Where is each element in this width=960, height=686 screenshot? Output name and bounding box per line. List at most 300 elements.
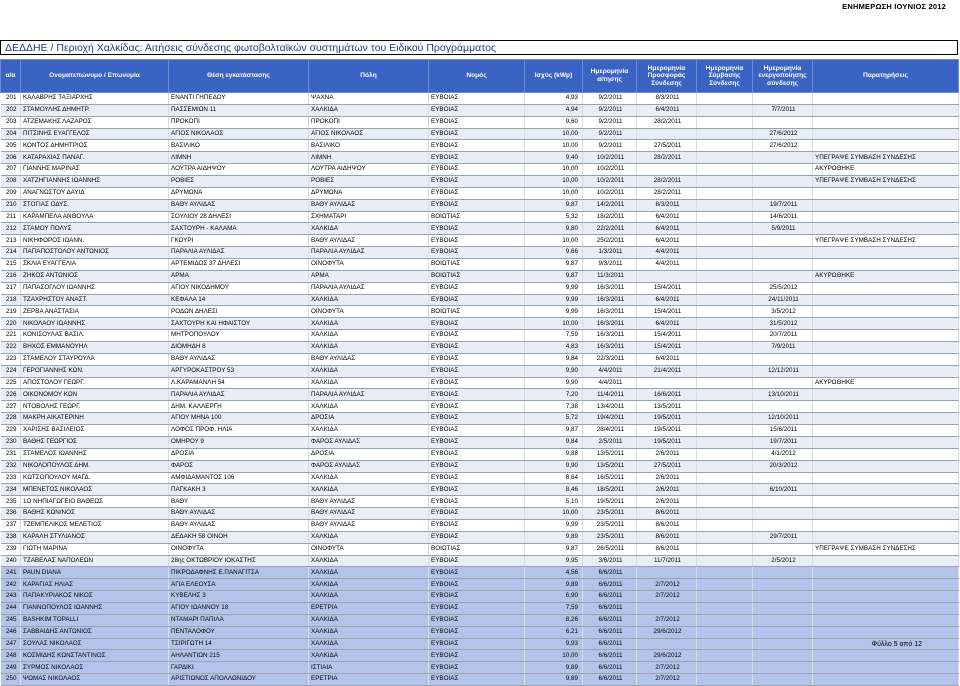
cell-applicant-name: ΨΩΜΑΣ ΝΙΚΟΛΑΟΣ: [21, 674, 169, 686]
cell-city: ΑΓΙΟΣ ΝΙΚΟΛΑΟΣ: [309, 128, 429, 140]
cell-activation-date: [753, 472, 813, 484]
cell-power-kwp: 9,80: [525, 223, 583, 235]
cell-prefecture: ΕΥΒΟΙΑΣ: [429, 282, 525, 294]
cell-applicant-name: ΠΑΠΑΚΥΡΙΑΚΟΣ ΝΙΚΟΣ: [21, 591, 169, 603]
cell-power-kwp: 10,00: [525, 164, 583, 176]
cell-row-number: 236: [1, 508, 21, 520]
cell-activation-date: 5/9/2011: [753, 223, 813, 235]
cell-city: ΠΑΡΑΛΙΑ ΑΥΛΙΔΑΣ: [309, 282, 429, 294]
cell-applicant-name: ΣΤΟΓΙΑΣ ΟΔΥΣ.: [21, 199, 169, 211]
cell-install-location: ΑΗΛΑΝΤΙΩΝ 215: [169, 650, 309, 662]
cell-prefecture: ΒΟΙΩΤΙΑΣ: [429, 306, 525, 318]
cell-activation-date: [753, 116, 813, 128]
cell-install-location: ΔΕΔΑΚΗ 58 ΟΙΝΟΗ: [169, 531, 309, 543]
cell-applicant-name: ΓΙΑΝΝΟΠΟΥΛΟΣ ΙΩΑΝΝΗΣ: [21, 602, 169, 614]
cell-application-date: 6/6/2011: [583, 567, 637, 579]
cell-remarks: ΥΠΕΓΡΑΨΕ ΣΥΜΒΑΣΗ ΣΥΝΔΕΣΗΣ: [813, 176, 959, 188]
cell-offer-date: 8/6/2011: [637, 543, 697, 555]
cell-install-location: ΑΓΙΟΥ ΝΙΚΟΔΗΜΟΥ: [169, 282, 309, 294]
cell-offer-date: 2/6/2011: [637, 472, 697, 484]
cell-application-date: 10/2/2011: [583, 187, 637, 199]
cell-prefecture: ΕΥΒΟΙΑΣ: [429, 508, 525, 520]
cell-application-date: 18/5/2011: [583, 484, 637, 496]
cell-application-date: 10/2/2011: [583, 152, 637, 164]
cell-install-location: ΛΙΜΝΗ: [169, 152, 309, 164]
cell-power-kwp: 10,00: [525, 318, 583, 330]
cell-install-location: ΡΟΔΩΝ ΔΗΛΕΣΙ: [169, 306, 309, 318]
cell-application-date: 10/2/2011: [583, 164, 637, 176]
cell-prefecture: ΕΥΒΟΙΑΣ: [429, 389, 525, 401]
cell-activation-date: [753, 164, 813, 176]
cell-city: ΒΑΘΥ ΑΥΛΙΔΑΣ: [309, 353, 429, 365]
cell-contract-date: [697, 567, 753, 579]
cell-city: ΙΣΤΙΑΙΑ: [309, 662, 429, 674]
cell-application-date: 9/2/2011: [583, 128, 637, 140]
cell-prefecture: ΕΥΒΟΙΑΣ: [429, 602, 525, 614]
cell-remarks: [813, 508, 959, 520]
cell-activation-date: [753, 626, 813, 638]
cell-offer-date: 19/5/2011: [637, 413, 697, 425]
cell-activation-date: 29/7/2011: [753, 531, 813, 543]
cell-city: ΠΑΡΑΛΙΑ ΑΥΛΙΔΑΣ: [309, 389, 429, 401]
cell-offer-date: 6/4/2011: [637, 211, 697, 223]
cell-applicant-name: ΣΤΑΜΟΥ ΠΟΛΥΣ: [21, 223, 169, 235]
cell-contract-date: [697, 662, 753, 674]
cell-prefecture: ΕΥΒΟΙΑΣ: [429, 662, 525, 674]
cell-offer-date: 16/6/2011: [637, 389, 697, 401]
cell-contract-date: [697, 176, 753, 188]
cell-city: ΕΡΕΤΡΙΑ: [309, 602, 429, 614]
cell-power-kwp: 4,93: [525, 93, 583, 105]
cell-power-kwp: 7,59: [525, 330, 583, 342]
cell-power-kwp: 6,21: [525, 626, 583, 638]
cell-power-kwp: 9,99: [525, 519, 583, 531]
table-row: [1, 377, 959, 389]
cell-activation-date: 24/11/2011: [753, 294, 813, 306]
table-row: [1, 211, 959, 223]
cell-power-kwp: 9,93: [525, 638, 583, 650]
table-row: [1, 176, 959, 188]
table-row: [1, 460, 959, 472]
cell-power-kwp: 9,90: [525, 377, 583, 389]
cell-applicant-name: ΓΙΑΝΝΗΣ ΜΑΡΙΝΑΣ: [21, 164, 169, 176]
cell-power-kwp: 10,00: [525, 176, 583, 188]
cell-city: ΒΑΘΥ ΑΥΛΙΔΑΣ: [309, 519, 429, 531]
cell-power-kwp: 8,26: [525, 614, 583, 626]
cell-activation-date: [753, 353, 813, 365]
cell-install-location: ΔΗΜ. ΚΑΛΛΕΡΓΗ: [169, 401, 309, 413]
cell-install-location: ΑΡΓΥΡΟΚΑΣΤΡΟΥ 53: [169, 365, 309, 377]
cell-power-kwp: 7,20: [525, 389, 583, 401]
cell-prefecture: ΕΥΒΟΙΑΣ: [429, 413, 525, 425]
cell-contract-date: [697, 235, 753, 247]
cell-prefecture: ΕΥΒΟΙΑΣ: [429, 93, 525, 105]
cell-power-kwp: 9,60: [525, 116, 583, 128]
cell-install-location: ΒΑΘΥ ΑΥΛΙΔΑΣ: [169, 519, 309, 531]
cell-activation-date: 20/3/2012: [753, 460, 813, 472]
cell-city: ΧΑΛΚΙΔΑ: [309, 650, 429, 662]
cell-remarks: [813, 247, 959, 259]
table-body: [1, 93, 959, 686]
cell-contract-date: [697, 425, 753, 437]
cell-contract-date: [697, 389, 753, 401]
cell-prefecture: ΕΥΒΟΙΑΣ: [429, 579, 525, 591]
cell-applicant-name: ΜΑΚΡΗ ΑΙΚΑΤΕΡΙΝΗ: [21, 413, 169, 425]
cell-contract-date: [697, 674, 753, 686]
cell-application-date: 16/3/2011: [583, 306, 637, 318]
cell-applicant-name: ΠΑΠΑΠΟΣΤΟΛΟΥ ΑΝΤΩΝΙΟΣ: [21, 247, 169, 259]
cell-applicant-name: ΒΗΧΟΣ ΕΜΜΑΝΟΥΗΛ: [21, 342, 169, 354]
cell-activation-date: [753, 650, 813, 662]
cell-prefecture: ΕΥΒΟΙΑΣ: [429, 626, 525, 638]
col-header-offer-date: Ημερομηνία Προσφοράς Σύνδεσης: [637, 60, 697, 93]
cell-contract-date: [697, 436, 753, 448]
cell-contract-date: [697, 626, 753, 638]
document-title-bar: [0, 40, 958, 55]
table-row: [1, 282, 959, 294]
cell-applicant-name: ΓΙΩΤΗ ΜΑΡΙΝΑ: [21, 543, 169, 555]
table-row: [1, 614, 959, 626]
col-header-power: Ισχύς (kWp): [525, 60, 583, 93]
cell-install-location: ΔΙΟΜΗΔΗ 8: [169, 342, 309, 354]
col-header-name: Ονοματεπώνυμο / Επωνυμία: [21, 60, 169, 93]
table-row: [1, 519, 959, 531]
cell-install-location: ΛΟΥΤΡΑ ΑΙΔΗΨΟΥ: [169, 164, 309, 176]
cell-city: ΛΟΥΤΡΑ ΑΙΔΗΨΟΥ: [309, 164, 429, 176]
cell-power-kwp: 10,00: [525, 140, 583, 152]
cell-install-location: ΑΓΙΑ ΕΛΕΟΥΣΑ: [169, 579, 309, 591]
cell-offer-date: 2/6/2011: [637, 448, 697, 460]
cell-contract-date: [697, 104, 753, 116]
cell-activation-date: 12/12/2011: [753, 365, 813, 377]
cell-applicant-name: ΜΠΕΝΕΤΟΣ ΝΙΚΟΛΑΟΣ: [21, 484, 169, 496]
cell-city: ΒΑΘΥ ΑΥΛΙΔΑΣ: [309, 496, 429, 508]
cell-remarks: [813, 519, 959, 531]
cell-contract-date: [697, 187, 753, 199]
cell-city: ΒΑΘΥ ΑΥΛΙΔΑΣ: [309, 235, 429, 247]
cell-remarks: [813, 93, 959, 105]
cell-activation-date: [753, 259, 813, 271]
cell-activation-date: [753, 508, 813, 520]
cell-row-number: 221: [1, 330, 21, 342]
col-header-contract-date: Ημερομηνία Σύμβασης Σύνδεσης: [697, 60, 753, 93]
cell-application-date: 11/4/2011: [583, 389, 637, 401]
cell-contract-date: [697, 270, 753, 282]
cell-city: ΧΑΛΚΙΔΑ: [309, 318, 429, 330]
cell-row-number: 248: [1, 650, 21, 662]
cell-power-kwp: 9,87: [525, 425, 583, 437]
table-header-row: [1, 60, 959, 93]
cell-power-kwp: 10,00: [525, 508, 583, 520]
cell-contract-date: [697, 614, 753, 626]
cell-install-location: ΑΓΙΟΥ ΙΩΑΝΝΟΥ 18: [169, 602, 309, 614]
cell-offer-date: [637, 270, 697, 282]
table-row: [1, 330, 959, 342]
cell-row-number: 232: [1, 460, 21, 472]
cell-activation-date: [753, 93, 813, 105]
table-row: [1, 104, 959, 116]
table-row: [1, 199, 959, 211]
cell-application-date: 9/2/2011: [583, 140, 637, 152]
table-row: [1, 602, 959, 614]
cell-application-date: 16/3/2011: [583, 330, 637, 342]
cell-applicant-name: BASHKIM TOPALLI: [21, 614, 169, 626]
cell-city: ΧΑΛΚΙΔΑ: [309, 638, 429, 650]
cell-remarks: [813, 259, 959, 271]
cell-remarks: [813, 662, 959, 674]
cell-row-number: 249: [1, 662, 21, 674]
cell-remarks: [813, 389, 959, 401]
cell-install-location: ΠΑΓΚΑΚΗ 3: [169, 484, 309, 496]
cell-row-number: 244: [1, 602, 21, 614]
cell-remarks: [813, 294, 959, 306]
cell-contract-date: [697, 128, 753, 140]
table-row: [1, 650, 959, 662]
cell-row-number: 223: [1, 353, 21, 365]
cell-remarks: ΥΠΕΓΡΑΨΕ ΣΥΜΒΑΣΗ ΣΥΝΔΕΣΗΣ: [813, 543, 959, 555]
cell-applicant-name: ΑΝΑΓΝΩΣΤΟΥ ΔΑΥΙΔ: [21, 187, 169, 199]
cell-application-date: 16/3/2011: [583, 342, 637, 354]
cell-contract-date: [697, 223, 753, 235]
cell-activation-date: [753, 176, 813, 188]
cell-install-location: ΓΑΡΔΙΚΙ: [169, 662, 309, 674]
cell-applicant-name: ΤΖΑΧΡΗΣΤΟΥ ΑΝΑΣΤ.: [21, 294, 169, 306]
cell-power-kwp: 10,00: [525, 128, 583, 140]
cell-remarks: [813, 472, 959, 484]
cell-row-number: 203: [1, 116, 21, 128]
cell-applicant-name: ΑΤΖΕΜΑΚΗΣ ΛΑΖΑΡΟΣ: [21, 116, 169, 128]
cell-contract-date: [697, 330, 753, 342]
cell-offer-date: 2/6/2011: [637, 496, 697, 508]
cell-applicant-name: ΚΑΤΑΡΑΧΙΑΣ ΠΑΝΑΓ.: [21, 152, 169, 164]
cell-prefecture: ΕΥΒΟΙΑΣ: [429, 342, 525, 354]
cell-remarks: [813, 674, 959, 686]
cell-applicant-name: ΣΟΥΛΑΣ ΝΙΚΟΛΑΟΣ: [21, 638, 169, 650]
cell-power-kwp: 9,87: [525, 270, 583, 282]
cell-offer-date: 28/2/2011: [637, 187, 697, 199]
cell-row-number: 240: [1, 555, 21, 567]
table-row: [1, 508, 959, 520]
cell-remarks: [813, 128, 959, 140]
cell-contract-date: [697, 377, 753, 389]
cell-application-date: 6/6/2011: [583, 638, 637, 650]
cell-city: ΧΑΛΚΙΔΑ: [309, 223, 429, 235]
cell-prefecture: ΕΥΒΟΙΑΣ: [429, 140, 525, 152]
cell-activation-date: [753, 270, 813, 282]
cell-row-number: 206: [1, 152, 21, 164]
cell-prefecture: ΕΥΒΟΙΑΣ: [429, 116, 525, 128]
cell-power-kwp: 9,90: [525, 460, 583, 472]
cell-applicant-name: ΝΙΚΟΛΑΟΥ ΙΩΑΝΝΗΣ: [21, 318, 169, 330]
cell-prefecture: ΕΥΒΟΙΑΣ: [429, 401, 525, 413]
cell-contract-date: [697, 342, 753, 354]
cell-activation-date: [753, 674, 813, 686]
cell-install-location: ΟΙΝΟΦΥΤΑ: [169, 543, 309, 555]
table-row: [1, 496, 959, 508]
cell-application-date: 22/2/2011: [583, 223, 637, 235]
cell-remarks: [813, 531, 959, 543]
cell-offer-date: 4/4/2011: [637, 259, 697, 271]
table-row: [1, 140, 959, 152]
cell-prefecture: ΕΥΒΟΙΑΣ: [429, 104, 525, 116]
cell-install-location: Λ.ΚΑΡΑΜΑΝΛΗ 54: [169, 377, 309, 389]
cell-row-number: 233: [1, 472, 21, 484]
cell-activation-date: 3/5/2012: [753, 306, 813, 318]
cell-remarks: [813, 401, 959, 413]
cell-application-date: 6/6/2011: [583, 662, 637, 674]
cell-prefecture: ΕΥΒΟΙΑΣ: [429, 496, 525, 508]
cell-contract-date: [697, 282, 753, 294]
cell-offer-date: 8/6/2011: [637, 531, 697, 543]
cell-row-number: 243: [1, 591, 21, 603]
cell-contract-date: [697, 508, 753, 520]
cell-remarks: [813, 330, 959, 342]
cell-row-number: 229: [1, 425, 21, 437]
table-row: [1, 401, 959, 413]
cell-offer-date: 2/7/2012: [637, 591, 697, 603]
cell-install-location: ΑΓΙΟΥ ΜΗΝΑ 100: [169, 413, 309, 425]
cell-contract-date: [697, 531, 753, 543]
cell-prefecture: ΕΥΒΟΙΑΣ: [429, 365, 525, 377]
cell-prefecture: ΕΥΒΟΙΑΣ: [429, 187, 525, 199]
cell-applicant-name: ΣΥΡΜΟΣ ΝΙΚΟΛΑΟΣ: [21, 662, 169, 674]
cell-prefecture: ΕΥΒΟΙΑΣ: [429, 247, 525, 259]
cell-city: ΒΑΣΙΛΙΚΟ: [309, 140, 429, 152]
table-row: [1, 152, 959, 164]
cell-offer-date: 28/2/2011: [637, 116, 697, 128]
cell-contract-date: [697, 116, 753, 128]
cell-application-date: 1/3/2011: [583, 247, 637, 259]
cell-prefecture: ΕΥΒΟΙΑΣ: [429, 555, 525, 567]
cell-city: ΔΡΟΣΙΑ: [309, 448, 429, 460]
table-row: [1, 247, 959, 259]
cell-applicant-name: ΚΟΝΙΣΟΥΛΑΣ ΒΑΣΙΛ.: [21, 330, 169, 342]
cell-contract-date: [697, 365, 753, 377]
cell-applicant-name: ΑΠΟΣΤΟΛΟΥ ΓΕΩΡΓ.: [21, 377, 169, 389]
cell-contract-date: [697, 294, 753, 306]
cell-city: ΧΑΛΚΙΔΑ: [309, 484, 429, 496]
cell-applicant-name: ΓΕΡΟΓΙΑΝΝΗΣ ΚΩΝ.: [21, 365, 169, 377]
table-row: [1, 579, 959, 591]
cell-offer-date: [637, 164, 697, 176]
cell-contract-date: [697, 413, 753, 425]
cell-row-number: 210: [1, 199, 21, 211]
cell-application-date: 16/3/2011: [583, 294, 637, 306]
cell-install-location: ΑΜΦΙΔΑΜΑΝΤΟΣ 106: [169, 472, 309, 484]
cell-applicant-name: ΣΤΑΜΟΥΛΗΣ ΔΗΜΗΤΡ.: [21, 104, 169, 116]
cell-prefecture: ΒΟΙΩΤΙΑΣ: [429, 259, 525, 271]
cell-city: ΨΑΧΝΑ: [309, 93, 429, 105]
cell-install-location: ΒΑΘΥ: [169, 496, 309, 508]
cell-applicant-name: ΝΙΚΗΦΟΡΟΣ ΙΩΑΝΝ.: [21, 235, 169, 247]
cell-row-number: 211: [1, 211, 21, 223]
table-row: [1, 425, 959, 437]
cell-city: ΑΡΜΑ: [309, 270, 429, 282]
cell-row-number: 234: [1, 484, 21, 496]
cell-activation-date: 7/7/2011: [753, 104, 813, 116]
cell-activation-date: [753, 602, 813, 614]
cell-activation-date: 7/9/2011: [753, 342, 813, 354]
cell-offer-date: [637, 602, 697, 614]
cell-city: ΛΙΜΝΗ: [309, 152, 429, 164]
cell-activation-date: [753, 543, 813, 555]
cell-applicant-name: ΤΖΑΒΕΛΑΣ ΝΑΠΟΛΕΩΝ: [21, 555, 169, 567]
cell-install-location: ΒΑΘΥ ΑΥΛΙΔΑΣ: [169, 353, 309, 365]
cell-remarks: [813, 116, 959, 128]
cell-applicant-name: 1Ο ΝΗΠΙΑΓΩΓΕΙΟ ΒΑΘΕΩΣ: [21, 496, 169, 508]
cell-remarks: ΑΚΥΡΩΘΗΚΕ: [813, 270, 959, 282]
cell-prefecture: ΕΥΒΟΙΑΣ: [429, 318, 525, 330]
cell-row-number: 241: [1, 567, 21, 579]
cell-city: ΡΟΒΙΕΣ: [309, 176, 429, 188]
cell-contract-date: [697, 484, 753, 496]
cell-offer-date: 27/5/2011: [637, 460, 697, 472]
cell-offer-date: 11/7/2011: [637, 555, 697, 567]
cell-power-kwp: 9,99: [525, 282, 583, 294]
cell-applicant-name: ΟΙΚΟΝΟΜΟΥ ΚΩΝ: [21, 389, 169, 401]
cell-remarks: ΑΚΥΡΩΘΗΚΕ: [813, 164, 959, 176]
cell-remarks: [813, 555, 959, 567]
cell-city: ΧΑΛΚΙΔΑ: [309, 567, 429, 579]
cell-power-kwp: 9,99: [525, 294, 583, 306]
cell-remarks: [813, 353, 959, 365]
cell-application-date: 11/3/2011: [583, 270, 637, 282]
cell-install-location: ΤΣΙΡΙΓΩΤΗ 14: [169, 638, 309, 650]
cell-city: ΧΑΛΚΙΔΑ: [309, 342, 429, 354]
cell-remarks: [813, 436, 959, 448]
cell-applicant-name: ΠΙΤΣΙΝΗΣ ΕΥΑΓΓΕΛΟΣ: [21, 128, 169, 140]
cell-prefecture: ΕΥΒΟΙΑΣ: [429, 235, 525, 247]
cell-contract-date: [697, 152, 753, 164]
cell-remarks: [813, 365, 959, 377]
cell-row-number: 212: [1, 223, 21, 235]
cell-application-date: 13/5/2011: [583, 448, 637, 460]
col-header-activation-date: Ημερομηνία ενεργοποίησης σύνδεσης: [753, 60, 813, 93]
cell-application-date: 4/4/2011: [583, 377, 637, 389]
cell-prefecture: ΕΥΒΟΙΑΣ: [429, 294, 525, 306]
cell-remarks: [813, 567, 959, 579]
cell-prefecture: ΕΥΒΟΙΑΣ: [429, 436, 525, 448]
cell-power-kwp: 9,89: [525, 531, 583, 543]
applications-table: [0, 59, 959, 686]
cell-remarks: [813, 650, 959, 662]
cell-application-date: 9/2/2011: [583, 93, 637, 105]
table-row: [1, 413, 959, 425]
cell-offer-date: [637, 377, 697, 389]
cell-remarks: [813, 448, 959, 460]
cell-offer-date: 6/4/2011: [637, 104, 697, 116]
cell-city: ΧΑΛΚΙΔΑ: [309, 472, 429, 484]
cell-power-kwp: 6,90: [525, 591, 583, 603]
cell-application-date: 6/6/2011: [583, 614, 637, 626]
cell-offer-date: 2/7/2012: [637, 674, 697, 686]
cell-application-date: 9/3/2011: [583, 259, 637, 271]
cell-activation-date: [753, 187, 813, 199]
cell-row-number: 242: [1, 579, 21, 591]
cell-install-location: ΦΑΡΟΣ: [169, 460, 309, 472]
cell-offer-date: 6/4/2011: [637, 223, 697, 235]
cell-remarks: ΥΠΕΓΡΑΨΕ ΣΥΜΒΑΣΗ ΣΥΝΔΕΣΗΣ: [813, 152, 959, 164]
cell-application-date: 23/5/2011: [583, 531, 637, 543]
cell-install-location: ΑΡΜΑ: [169, 270, 309, 282]
cell-prefecture: ΒΟΙΩΤΙΑΣ: [429, 543, 525, 555]
cell-offer-date: 2/7/2012: [637, 662, 697, 674]
table-row: [1, 567, 959, 579]
cell-contract-date: [697, 519, 753, 531]
cell-activation-date: [753, 591, 813, 603]
cell-contract-date: [697, 638, 753, 650]
cell-install-location: ΠΡΟΚΟΠΙ: [169, 116, 309, 128]
